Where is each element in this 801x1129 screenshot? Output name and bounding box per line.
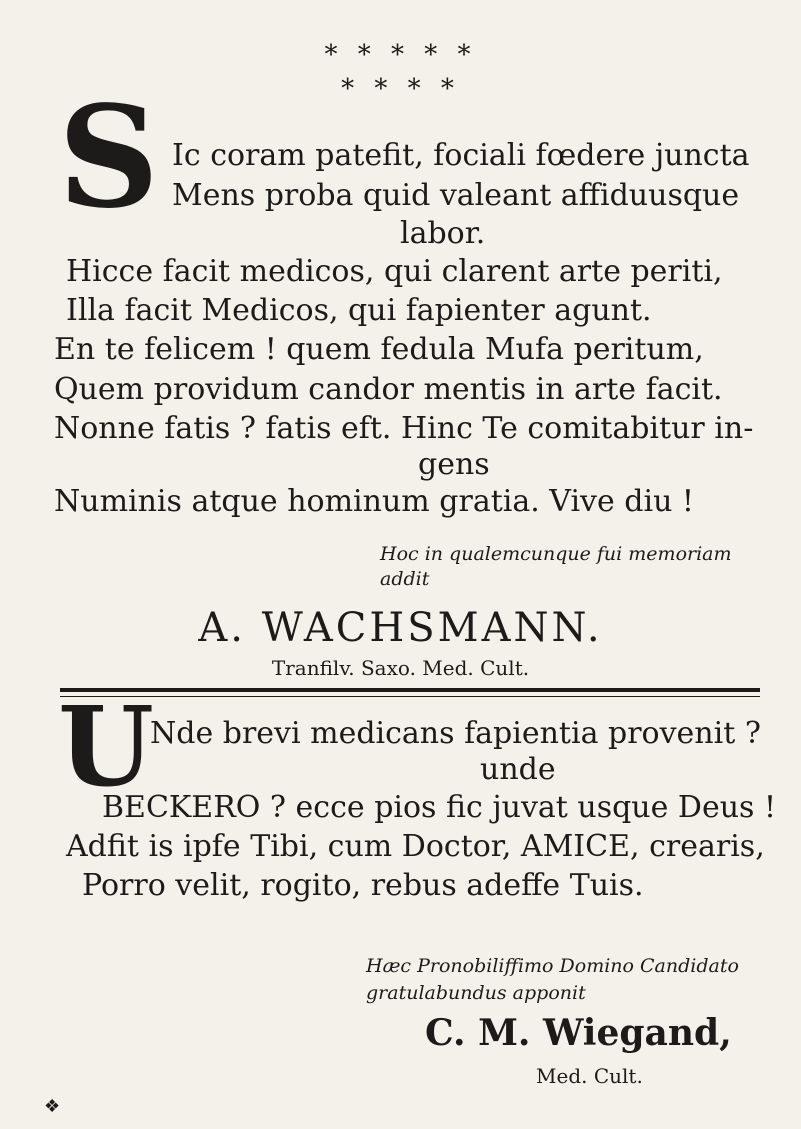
signatory-2-name: C. M. Wiegand, <box>425 1012 732 1054</box>
poem2-line-4: Adfit is ipfe Tibi, cum Doctor, AMICE, crearis, <box>66 829 765 864</box>
poem1-line-6: En te felicem ! quem fedula Mufa peritum, <box>54 332 704 367</box>
ornament-row-2: * * * * <box>341 74 460 104</box>
poem1-line-5: Illa facit Medicos, qui fapienter agunt. <box>66 293 652 328</box>
divider-rule-thin <box>60 696 760 697</box>
dedication-note-2a: Hæc Pronobiliffimo Domino Candidato <box>366 955 739 977</box>
poem1-line-2: Mens proba quid valeant affiduusque <box>172 178 740 213</box>
signatory-1-name: A. WACHSMANN. <box>198 605 603 651</box>
poem1-line-7: Quem providum candor mentis in arte facit. <box>54 372 723 407</box>
poem2-line-5: Porro velit, rogito, rebus adeffe Tuis. <box>82 868 644 903</box>
poem1-line-3: labor. <box>400 216 486 251</box>
dropcap-u: U <box>58 682 154 811</box>
signatory-1-title: Tranfilv. Saxo. Med. Cult. <box>271 656 530 680</box>
divider-rule <box>60 688 760 692</box>
poem1-line-4: Hicce facit medicos, qui clarent arte periti, <box>66 254 723 289</box>
poem2-line-1: Nde brevi medicans fapientia provenit ? <box>150 716 761 751</box>
poem1-line-10: Numinis atque hominum gratia. Vive diu ! <box>54 484 694 519</box>
poem2-line-2: unde <box>480 752 556 787</box>
poem2-line-3: BECKERO ? ecce pios fic juvat usque Deus ! <box>102 790 777 825</box>
printer-mark: ❖ <box>44 1096 61 1117</box>
dropcap-s: S <box>58 76 160 240</box>
poem1-line-1: Ic coram patefit, fociali fœdere juncta <box>172 138 750 173</box>
poem1-line-9: gens <box>418 447 490 482</box>
dedication-note-1b: addit <box>380 568 430 590</box>
signatory-2-title: Med. Cult. <box>536 1064 643 1088</box>
poem1-line-8: Nonne fatis ? fatis eft. Hinc Te comitabitur in- <box>54 411 754 446</box>
ornament-row-1: * * * * * <box>324 40 477 70</box>
dedication-note-1a: Hoc in qualemcunque fui memoriam <box>380 543 732 565</box>
dedication-note-2b: gratulabundus apponit <box>366 982 586 1004</box>
